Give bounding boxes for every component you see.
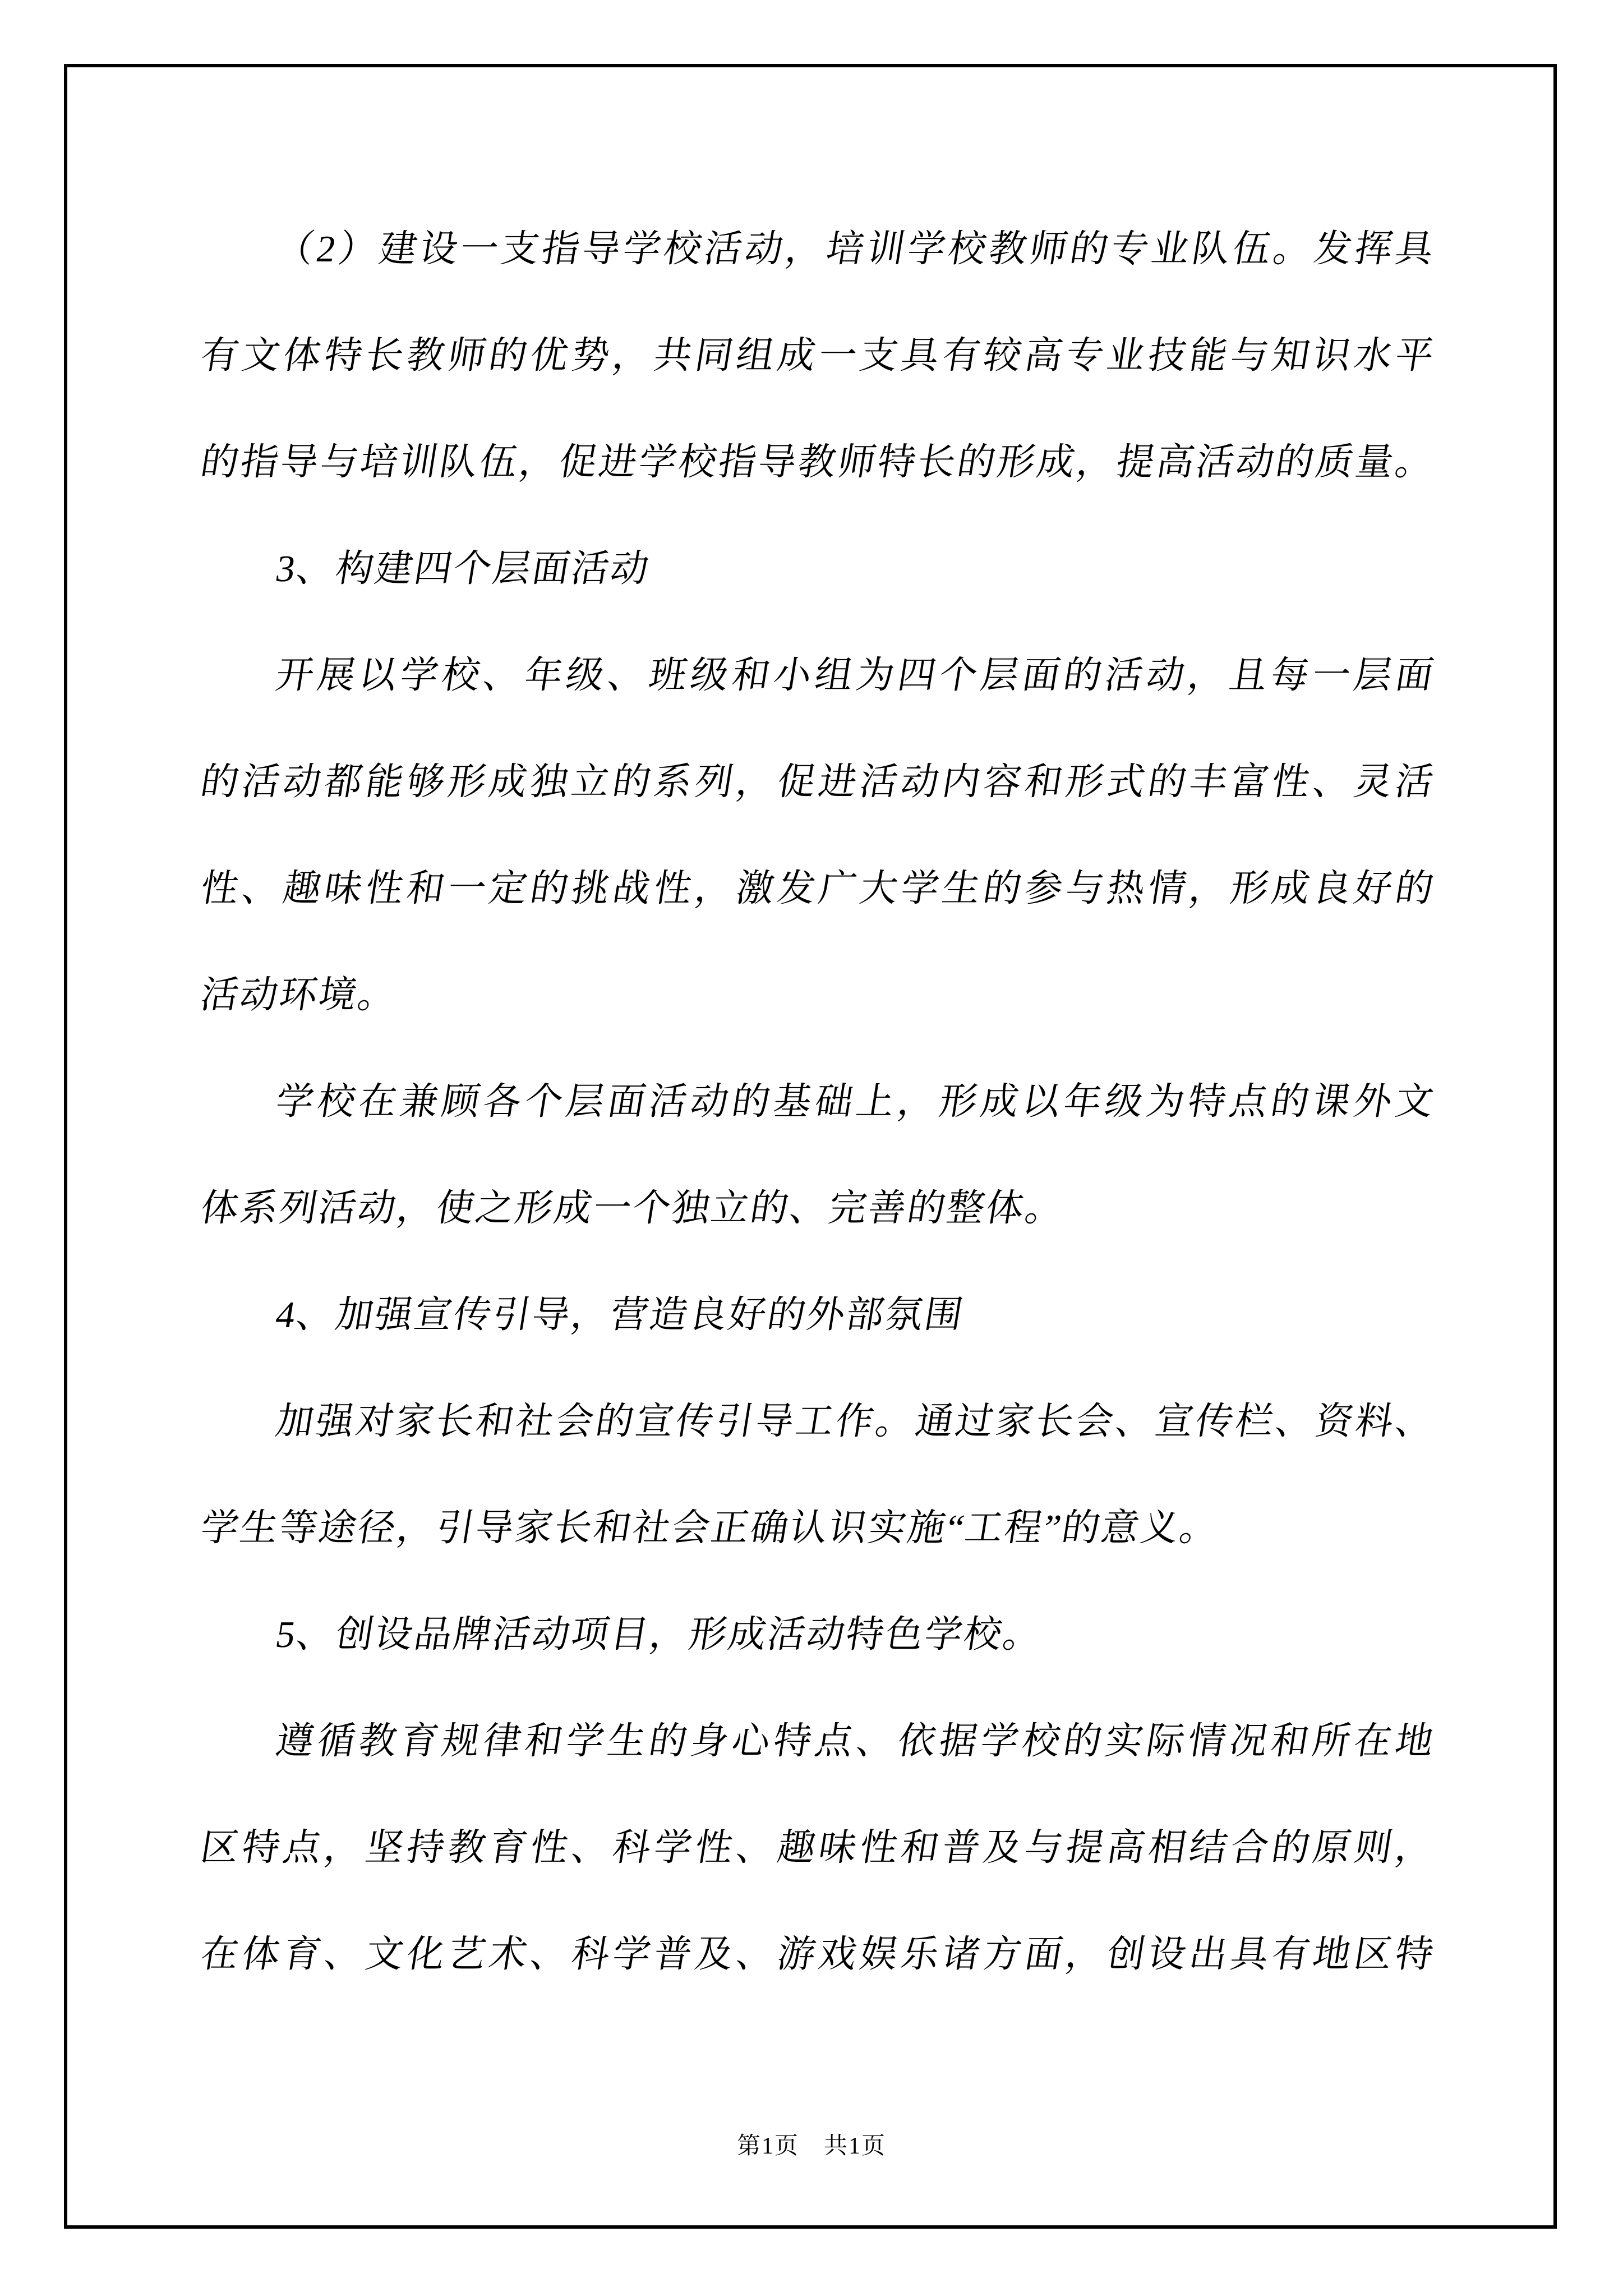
text-line: 活动环境。	[197, 974, 401, 1016]
text-line: 遵循教育规律和学生的身心特点、依据学校的实际情况和所在地	[273, 1720, 1438, 1762]
text-line: （2）建设一支指导学校活动，培训学校教师的专业队伍。发挥具	[273, 228, 1438, 270]
text-line: 有文体特长教师的优势，共同组成一支具有较高专业技能与知识水平	[197, 335, 1438, 376]
text-line: 3、构建四个层面活动	[273, 548, 653, 590]
text-line: 学生等途径，引导家长和社会正确认识实施“工程”的意义。	[197, 1507, 1223, 1549]
text-line: 在体育、文化艺术、科学普及、游戏娱乐诸方面，创设出具有地区特	[197, 1934, 1438, 1975]
text-block	[197, 196, 1438, 2008]
text-line: 体系列活动，使之形成一个独立的、完善的整体。	[197, 1188, 1068, 1229]
text-line: 的指导与培训队伍，促进学校指导教师特长的形成，提高活动的质量。	[197, 441, 1438, 483]
text-line: 的活动都能够形成独立的系列，促进活动内容和形式的丰富性、灵活	[197, 761, 1438, 803]
text-line: 加强对家长和社会的宣传引导工作。通过家长会、宣传栏、资料、	[273, 1401, 1438, 1442]
text-line: 5、创设品牌活动项目，形成活动特色学校。	[273, 1614, 1046, 1655]
page-number: 第1页 共1页	[736, 2133, 886, 2159]
text-line: 学校在兼顾各个层面活动的基础上，形成以年级为特点的课外文	[273, 1081, 1438, 1122]
text-line: 性、趣味性和一定的挑战性，激发广大学生的参与热情，形成良好的	[197, 868, 1438, 909]
text-line: 开展以学校、年级、班级和小组为四个层面的活动，且每一层面	[273, 655, 1438, 696]
text-line: 区特点，坚持教育性、科学性、趣味性和普及与提高相结合的原则，	[197, 1827, 1438, 1869]
text-line: 4、加强宣传引导，营造良好的外部氛围	[273, 1294, 967, 1336]
